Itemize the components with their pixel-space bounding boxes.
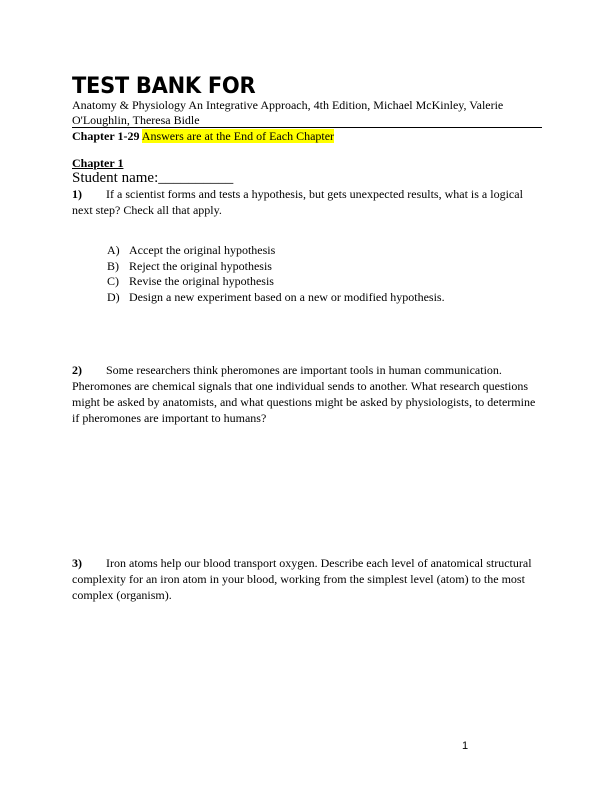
answers-note: Answers are at the End of Each Chapter [141,129,335,143]
question-number: 3) [72,556,82,570]
question-3 [72,555,542,603]
book-subtitle: Anatomy & Physiology An Integrative Approach, 4th Edition, Michael McKinley, Valerie O'Loughlin, Theresa Bidle [72,98,504,127]
option-text: Accept the original hypothesis [129,243,276,257]
page-number: 1 [462,740,469,752]
option-text: Design a new experiment based on a new or modified hypothesis. [129,289,445,304]
question-1-options [107,243,445,305]
option-letter: A) [107,243,120,257]
question-text: If a scientist forms and tests a hypothesis, but gets unexpected results, what is a logical next step? Check all that apply. [72,187,523,217]
chapter-range: Chapter 1-29 [72,129,140,143]
document-title: TEST BANK FOR [72,73,256,99]
question-number: 2) [72,363,82,377]
chapter-range-line [72,127,542,143]
option-b [107,259,445,275]
question-1 [72,186,542,218]
option-letter: D) [107,289,120,304]
option-letter: C) [107,274,119,288]
option-a [107,243,445,259]
question-text: Some researchers think pheromones are important tools in human communication. Pheromones are chemical signals that one individual sends to another. What research questions might be asked by anatomists, and what questions might be asked by physiologists, to determine if pheromones are important to humans? [72,363,536,425]
chapter-heading: Chapter 1 [72,156,124,170]
question-text: Iron atoms help our blood transport oxygen. Describe each level of anatomical structural complexity for an iron atom in your blood, working from the simplest level (atom) to the most complex (organism). [72,556,532,602]
option-c [107,274,445,290]
question-2 [72,362,542,426]
option-text: Revise the original hypothesis [129,274,274,288]
option-text: Reject the original hypothesis [129,258,272,273]
option-letter: B) [107,258,119,273]
option-d [107,290,445,306]
student-name-label: Student name:__________ [72,170,234,186]
question-number: 1) [72,187,82,201]
